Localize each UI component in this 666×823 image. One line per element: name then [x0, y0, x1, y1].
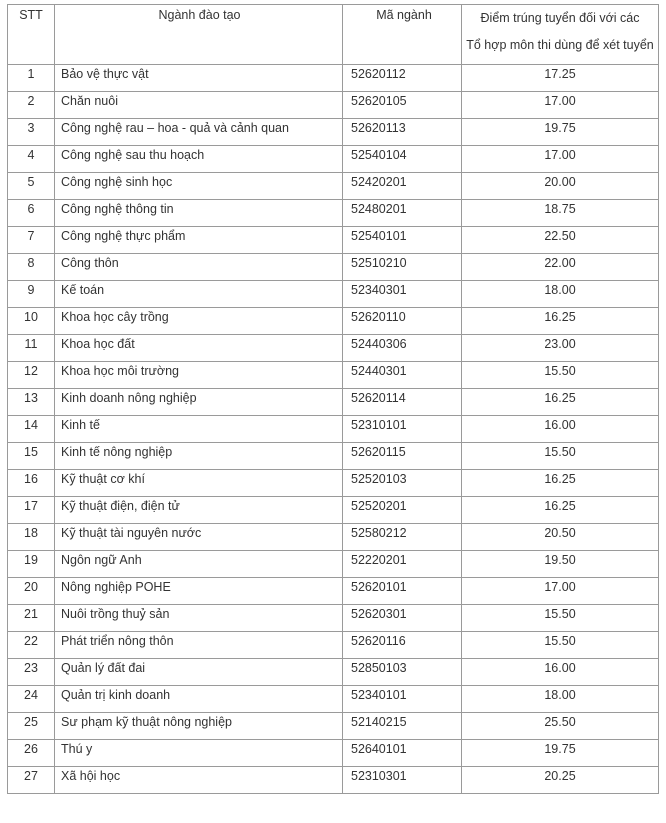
table-row: [8, 470, 659, 497]
row-program-code: 52140215: [343, 713, 462, 740]
row-admission-score: 23.00: [462, 335, 659, 362]
row-stt: 22: [8, 632, 55, 659]
row-admission-score: 17.00: [462, 578, 659, 605]
row-stt: 20: [8, 578, 55, 605]
row-program-name: Kỹ thuật điện, điện tử: [55, 497, 343, 524]
row-admission-score: 16.25: [462, 470, 659, 497]
row-admission-score: 16.25: [462, 308, 659, 335]
row-program-code: 52340101: [343, 686, 462, 713]
row-program-name: Kinh tế: [55, 416, 343, 443]
row-admission-score: 22.50: [462, 227, 659, 254]
row-program-code: 52620112: [343, 65, 462, 92]
row-admission-score: 20.00: [462, 173, 659, 200]
row-program-code: 52620110: [343, 308, 462, 335]
row-program-code: 52620301: [343, 605, 462, 632]
table-row: [8, 740, 659, 767]
table-row: [8, 713, 659, 740]
row-program-code: 52850103: [343, 659, 462, 686]
table-row: [8, 254, 659, 281]
row-stt: 6: [8, 200, 55, 227]
row-program-code: 52310301: [343, 767, 462, 794]
row-stt: 25: [8, 713, 55, 740]
row-stt: 24: [8, 686, 55, 713]
row-stt: 17: [8, 497, 55, 524]
table-row: [8, 767, 659, 794]
table-row: [8, 524, 659, 551]
row-admission-score: 15.50: [462, 632, 659, 659]
row-program-name: Thú y: [55, 740, 343, 767]
row-stt: 11: [8, 335, 55, 362]
row-program-name: Công nghệ rau – hoa - quả và cảnh quan: [55, 119, 343, 146]
row-program-code: 52480201: [343, 200, 462, 227]
table-row: [8, 443, 659, 470]
admission-scores-table: [7, 4, 659, 794]
row-admission-score: 19.50: [462, 551, 659, 578]
row-program-code: 52440306: [343, 335, 462, 362]
row-stt: 10: [8, 308, 55, 335]
row-program-code: 52620115: [343, 443, 462, 470]
row-admission-score: 16.25: [462, 389, 659, 416]
row-program-name: Kinh tế nông nghiệp: [55, 443, 343, 470]
row-stt: 27: [8, 767, 55, 794]
row-program-name: Công nghệ sinh học: [55, 173, 343, 200]
row-admission-score: 15.50: [462, 443, 659, 470]
row-program-code: 52520201: [343, 497, 462, 524]
row-program-name: Phát triển nông thôn: [55, 632, 343, 659]
row-admission-score: 17.25: [462, 65, 659, 92]
row-program-name: Công nghệ thực phẩm: [55, 227, 343, 254]
table-row: [8, 308, 659, 335]
row-program-code: 52540101: [343, 227, 462, 254]
row-admission-score: 20.25: [462, 767, 659, 794]
row-program-name: Khoa học cây trồng: [55, 308, 343, 335]
row-stt: 12: [8, 362, 55, 389]
row-program-code: 52440301: [343, 362, 462, 389]
row-admission-score: 20.50: [462, 524, 659, 551]
row-program-name: Khoa học đất: [55, 335, 343, 362]
row-stt: 8: [8, 254, 55, 281]
row-program-code: 52520103: [343, 470, 462, 497]
table-row: [8, 389, 659, 416]
row-stt: 7: [8, 227, 55, 254]
row-stt: 9: [8, 281, 55, 308]
row-program-name: Công thôn: [55, 254, 343, 281]
row-admission-score: 17.00: [462, 92, 659, 119]
row-stt: 15: [8, 443, 55, 470]
header-program-name: Ngành đào tạo: [55, 5, 343, 65]
row-program-name: Khoa học môi trường: [55, 362, 343, 389]
table-row: [8, 497, 659, 524]
row-program-code: 52620114: [343, 389, 462, 416]
row-program-name: Kỹ thuật cơ khí: [55, 470, 343, 497]
row-program-name: Nuôi trồng thuỷ sản: [55, 605, 343, 632]
row-program-name: Xã hội học: [55, 767, 343, 794]
row-stt: 1: [8, 65, 55, 92]
row-stt: 3: [8, 119, 55, 146]
row-program-name: Kinh doanh nông nghiệp: [55, 389, 343, 416]
row-program-code: 52620116: [343, 632, 462, 659]
row-admission-score: 18.00: [462, 686, 659, 713]
row-program-name: Công nghệ sau thu hoạch: [55, 146, 343, 173]
row-admission-score: 15.50: [462, 605, 659, 632]
row-program-code: 52620101: [343, 578, 462, 605]
row-stt: 16: [8, 470, 55, 497]
row-admission-score: 18.75: [462, 200, 659, 227]
table-row: [8, 281, 659, 308]
row-admission-score: 16.00: [462, 416, 659, 443]
table-row: [8, 605, 659, 632]
table-row: [8, 119, 659, 146]
table-row: [8, 362, 659, 389]
row-stt: 2: [8, 92, 55, 119]
row-stt: 26: [8, 740, 55, 767]
table-row: [8, 173, 659, 200]
table-row: [8, 65, 659, 92]
header-score-line-2: Tổ hợp môn thi dùng để xét tuyển: [466, 38, 654, 52]
table-row: [8, 416, 659, 443]
row-program-code: 52420201: [343, 173, 462, 200]
row-program-name: Ngôn ngữ Anh: [55, 551, 343, 578]
table-row: [8, 578, 659, 605]
row-program-name: Nông nghiệp POHE: [55, 578, 343, 605]
row-stt: 19: [8, 551, 55, 578]
header-stt: STT: [8, 5, 55, 65]
row-program-code: 52640101: [343, 740, 462, 767]
row-program-name: Kế toán: [55, 281, 343, 308]
table-row: [8, 92, 659, 119]
row-stt: 13: [8, 389, 55, 416]
row-program-code: 52310101: [343, 416, 462, 443]
table-header-row: [8, 5, 659, 65]
table-body: [8, 65, 659, 794]
row-program-code: 52540104: [343, 146, 462, 173]
row-program-name: Công nghệ thông tin: [55, 200, 343, 227]
table-row: [8, 146, 659, 173]
row-stt: 23: [8, 659, 55, 686]
header-program-code: Mã ngành: [343, 5, 462, 65]
table-row: [8, 632, 659, 659]
row-admission-score: 22.00: [462, 254, 659, 281]
row-program-code: 52620113: [343, 119, 462, 146]
row-admission-score: 19.75: [462, 740, 659, 767]
row-program-name: Kỹ thuật tài nguyên nước: [55, 524, 343, 551]
table-row: [8, 200, 659, 227]
header-admission-score: [462, 5, 659, 65]
row-program-name: Bảo vệ thực vật: [55, 65, 343, 92]
row-admission-score: 16.25: [462, 497, 659, 524]
row-stt: 4: [8, 146, 55, 173]
row-admission-score: 15.50: [462, 362, 659, 389]
row-admission-score: 18.00: [462, 281, 659, 308]
row-program-code: 52620105: [343, 92, 462, 119]
row-program-name: Quản lý đất đai: [55, 659, 343, 686]
row-admission-score: 17.00: [462, 146, 659, 173]
header-score-line-1: Điểm trúng tuyển đối với các: [480, 11, 640, 25]
row-stt: 5: [8, 173, 55, 200]
row-program-code: 52220201: [343, 551, 462, 578]
row-program-code: 52510210: [343, 254, 462, 281]
row-admission-score: 25.50: [462, 713, 659, 740]
table-row: [8, 227, 659, 254]
row-program-name: Chăn nuôi: [55, 92, 343, 119]
row-program-name: Quản trị kinh doanh: [55, 686, 343, 713]
row-program-name: Sư phạm kỹ thuật nông nghiệp: [55, 713, 343, 740]
row-admission-score: 19.75: [462, 119, 659, 146]
row-admission-score: 16.00: [462, 659, 659, 686]
row-stt: 18: [8, 524, 55, 551]
row-program-code: 52580212: [343, 524, 462, 551]
row-stt: 21: [8, 605, 55, 632]
table-row: [8, 686, 659, 713]
table-row: [8, 551, 659, 578]
table-row: [8, 659, 659, 686]
table-row: [8, 335, 659, 362]
row-stt: 14: [8, 416, 55, 443]
row-program-code: 52340301: [343, 281, 462, 308]
